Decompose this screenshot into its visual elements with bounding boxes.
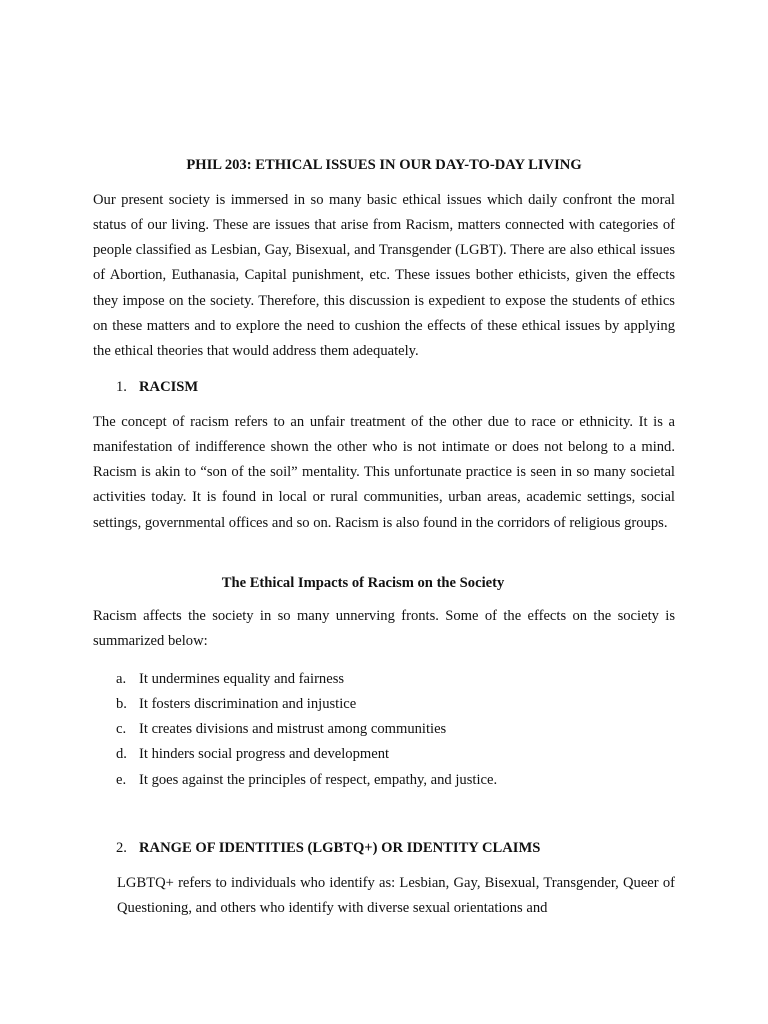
racism-effects-intro: Racism affects the society in so many unnerving fronts. Some of the effects on the society is summarized below: bbox=[93, 608, 675, 650]
list-item-text: It fosters discrimination and injustice bbox=[139, 696, 357, 713]
list-marker: c. bbox=[116, 721, 127, 738]
list-item bbox=[116, 768, 497, 793]
racism-impacts-subheading: The Ethical Impacts of Racism on the Society bbox=[221, 575, 505, 591]
document-title: PHIL 203: ETHICAL ISSUES IN OUR DAY-TO-DAY LIVING bbox=[186, 157, 582, 173]
list-item-text: It creates divisions and mistrust among communities bbox=[139, 721, 447, 738]
section-2-number: 2. bbox=[116, 840, 127, 856]
list-marker: e. bbox=[116, 771, 127, 788]
section-1-title: RACISM bbox=[139, 379, 199, 395]
list-item-text: It undermines equality and fairness bbox=[139, 671, 345, 687]
list-item bbox=[116, 667, 497, 692]
list-item-text: It hinders social progress and development bbox=[139, 746, 390, 763]
intro-paragraph: Our present society is immersed in so many basic ethical issues which daily confront the moral status of our living. These are issues that arise from Racism, matters connected with categories of people classified as Lesbian, Gay, Bisexual, and Transgender (LGBT). There are also ethical issues of Abortion, Euthanasia, Capital punishment, etc. These issues bother ethicists, given the effects they impose on the society. Therefore, this discussion is expedient to expose the students of ethics on these matters and to explore the need to cushion the effects of these ethical issues by applying the ethical theories that would address them adequately. bbox=[93, 192, 675, 359]
list-marker: d. bbox=[116, 746, 127, 763]
section-1-heading bbox=[116, 377, 198, 397]
list-marker: b. bbox=[116, 696, 127, 713]
list-marker: a. bbox=[116, 671, 127, 687]
section-2-title: RANGE OF IDENTITIES (LGBTQ+) OR IDENTITY CLAIMS bbox=[139, 840, 541, 856]
section-1-number: 1. bbox=[116, 379, 127, 395]
list-item bbox=[116, 692, 497, 717]
list-item bbox=[116, 717, 497, 742]
lgbtq-paragraph: LGBTQ+ refers to individuals who identify as: Lesbian, Gay, Bisexual, Transgender, Queer of Questioning, and others who identify with diverse sexual orientations and bbox=[117, 875, 675, 917]
section-2-heading bbox=[116, 838, 540, 858]
list-item-text: It goes against the principles of respect, empathy, and justice. bbox=[139, 771, 498, 788]
list-item bbox=[116, 742, 497, 767]
racism-paragraph: The concept of racism refers to an unfair treatment of the other due to race or ethnicity. It is a manifestation of indifference shown the other who is not intimate or does not belong to a mind. Racism is akin to “son of the soil” mentality. This unfortunate practice is seen in so many societal activities today. It is found in local or rural communities, urban areas, academic settings, social settings, governmental offices and so on. Racism is also found in the corridors of religious groups. bbox=[93, 414, 675, 531]
racism-effects-list bbox=[116, 667, 497, 793]
